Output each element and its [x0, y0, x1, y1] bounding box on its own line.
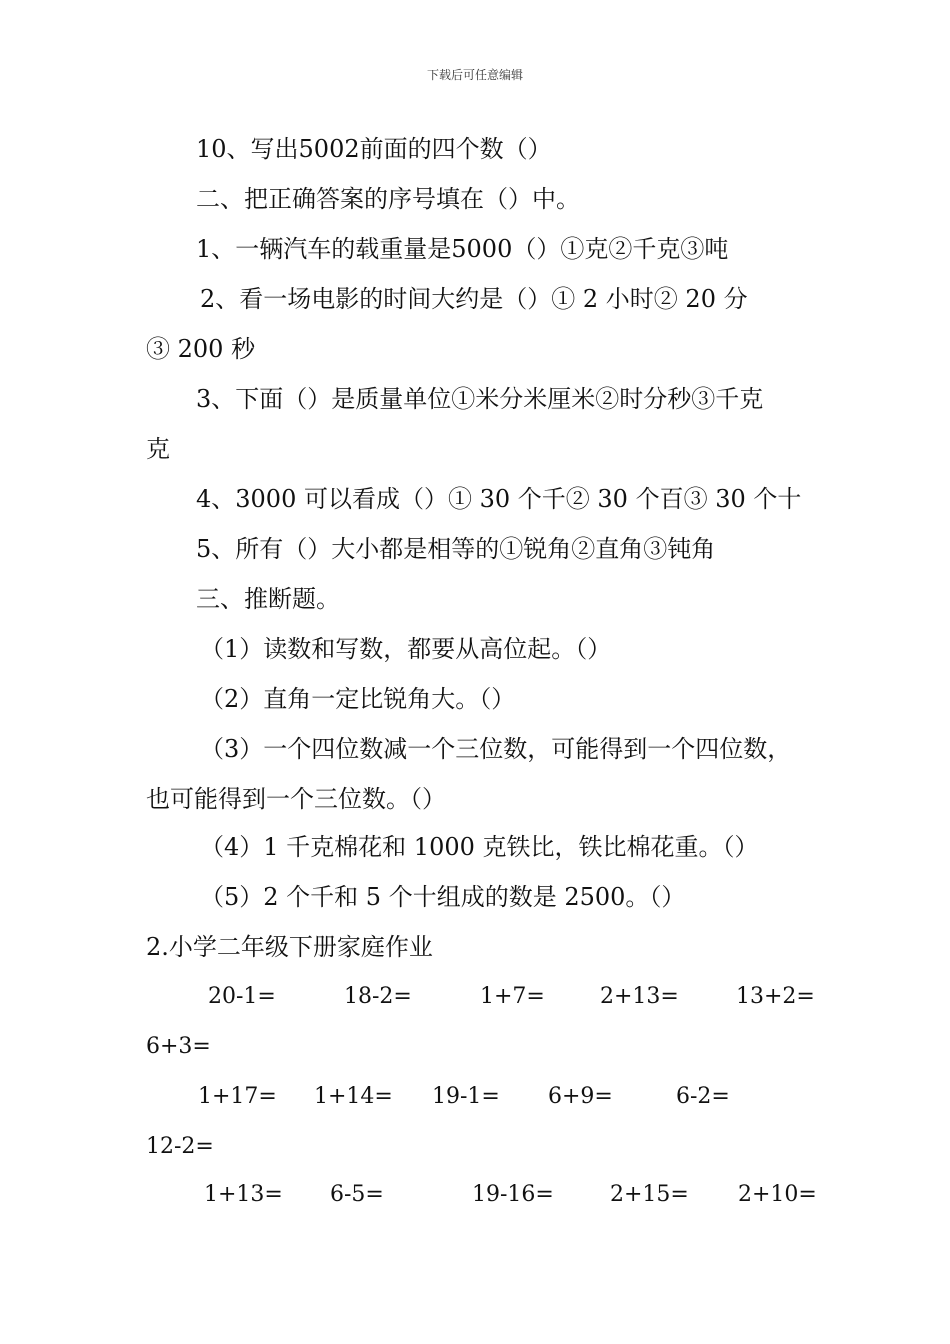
equation: 6+9=	[548, 1084, 613, 1109]
equation: 19-16=	[472, 1182, 554, 1207]
equation: 6+3=	[146, 1034, 211, 1059]
section-3-heading: 三、推断题。	[196, 585, 340, 613]
equation: 2+13=	[600, 984, 679, 1009]
choice-question-3-cont: 克	[146, 435, 170, 463]
equation: 2+15=	[610, 1182, 689, 1207]
equation: 13+2=	[736, 984, 815, 1009]
judge-item-5: （5）2 个千和 5 个十组成的数是 2500。（）	[200, 883, 686, 911]
page-header: 下载后可任意编辑	[426, 68, 523, 82]
choice-question-1: 1、一辆汽车的载重量是5000（）①克②千克③吨	[196, 235, 729, 263]
equation: 1+17=	[198, 1084, 277, 1109]
equation: 12-2=	[146, 1134, 214, 1159]
equation: 1+14=	[314, 1084, 393, 1109]
choice-question-3: 3、下面（）是质量单位①米分米厘米②时分秒③千克	[196, 385, 764, 413]
choice-question-4: 4、3000 可以看成（）① 30 个千② 30 个百③ 30 个十	[196, 485, 802, 513]
equation: 6-2=	[676, 1084, 730, 1109]
equation: 6-5=	[330, 1182, 384, 1207]
judge-item-3-cont: 也可能得到一个三位数。（）	[146, 785, 446, 813]
choice-question-2: 2、看一场电影的时间大约是（）① 2 小时② 20 分	[200, 285, 748, 313]
judge-item-2: （2）直角一定比锐角大。（）	[200, 685, 516, 713]
equation: 20-1=	[208, 984, 276, 1009]
equation: 1+7=	[480, 984, 545, 1009]
homework-heading: 2.小学二年级下册家庭作业	[146, 933, 433, 961]
question-10: 10、写出5002前面的四个数（）	[196, 135, 552, 163]
section-2-heading: 二、把正确答案的序号填在（）中。	[196, 185, 580, 213]
judge-item-4: （4）1 千克棉花和 1000 克铁比，铁比棉花重。（）	[200, 833, 759, 861]
choice-question-2-cont: ③ 200 秒	[146, 335, 256, 363]
equation: 19-1=	[432, 1084, 500, 1109]
judge-item-3: （3）一个四位数减一个三位数，可能得到一个四位数，	[200, 735, 792, 763]
equation: 18-2=	[344, 984, 412, 1009]
equation: 1+13=	[204, 1182, 283, 1207]
choice-question-5: 5、所有（）大小都是相等的①锐角②直角③钝角	[196, 535, 716, 563]
equation: 2+10=	[738, 1182, 817, 1207]
judge-item-1: （1）读数和写数，都要从高位起。（）	[200, 635, 612, 663]
